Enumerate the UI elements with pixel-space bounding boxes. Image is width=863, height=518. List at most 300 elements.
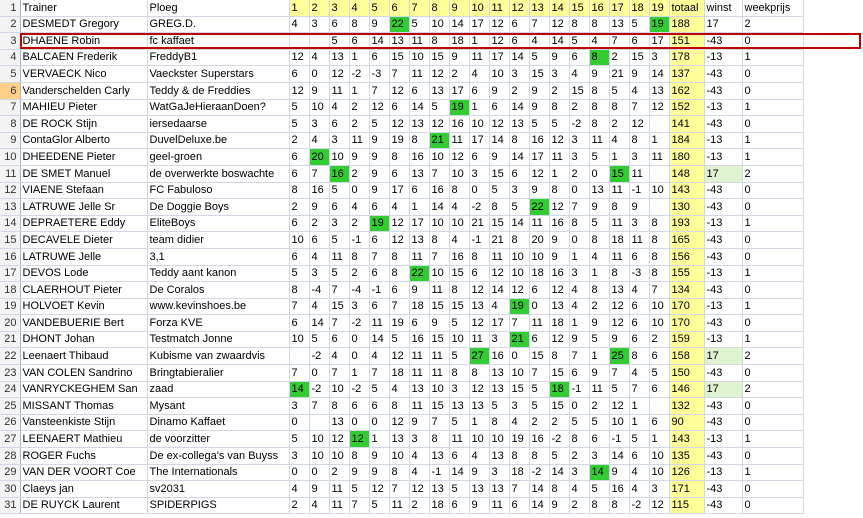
score-cell[interactable]: 12: [329, 431, 349, 448]
score-cell[interactable]: 8: [529, 448, 549, 465]
score-cell[interactable]: 5: [569, 33, 589, 50]
score-cell[interactable]: 12: [609, 298, 629, 315]
trainer-cell[interactable]: DEVOS Lode: [20, 265, 147, 282]
score-cell[interactable]: 4: [289, 481, 309, 498]
score-cell[interactable]: 15: [429, 331, 449, 348]
ploeg-cell[interactable]: De Coralos: [147, 282, 289, 299]
score-cell[interactable]: 5: [589, 215, 609, 232]
score-cell[interactable]: 6: [629, 331, 649, 348]
score-cell[interactable]: 12: [609, 315, 629, 332]
score-cell[interactable]: 11: [329, 497, 349, 514]
trainer-cell[interactable]: Vansteenkiste Stijn: [20, 414, 147, 431]
score-cell[interactable]: 6: [369, 265, 389, 282]
score-cell[interactable]: 1: [469, 99, 489, 116]
score-cell[interactable]: 8: [489, 199, 509, 216]
score-cell[interactable]: 9: [489, 82, 509, 99]
score-cell[interactable]: 12: [489, 33, 509, 50]
score-cell[interactable]: 13: [589, 182, 609, 199]
score-cell[interactable]: 15: [509, 381, 529, 398]
score-cell[interactable]: 13: [409, 232, 429, 249]
score-cell[interactable]: 5: [329, 33, 349, 50]
score-cell[interactable]: 8: [569, 215, 589, 232]
score-cell[interactable]: 0: [309, 464, 329, 481]
score-cell[interactable]: 7: [569, 348, 589, 365]
score-cell[interactable]: 17: [649, 33, 669, 50]
header-round[interactable]: 15: [569, 0, 589, 16]
score-cell[interactable]: 18: [509, 464, 529, 481]
header-round[interactable]: 9: [449, 0, 469, 16]
score-cell[interactable]: 10: [489, 66, 509, 83]
score-cell[interactable]: 5: [449, 315, 469, 332]
score-cell[interactable]: 18: [409, 298, 429, 315]
score-cell[interactable]: 9: [529, 182, 549, 199]
score-cell[interactable]: -2: [469, 199, 489, 216]
score-cell[interactable]: 5: [549, 448, 569, 465]
score-cell[interactable]: 2: [609, 116, 629, 133]
score-cell[interactable]: 14: [289, 381, 309, 398]
score-cell[interactable]: 8: [649, 248, 669, 265]
winst-cell[interactable]: -43: [704, 414, 742, 431]
totaal-cell[interactable]: 156: [669, 248, 704, 265]
ploeg-cell[interactable]: De ex-collega's van Buyss: [147, 448, 289, 465]
row-header[interactable]: 23: [0, 365, 20, 382]
score-cell[interactable]: 5: [289, 431, 309, 448]
winst-cell[interactable]: -13: [704, 99, 742, 116]
weekprijs-cell[interactable]: 1: [742, 215, 803, 232]
score-cell[interactable]: 8: [449, 282, 469, 299]
ploeg-cell[interactable]: DuvelDeluxe.be: [147, 132, 289, 149]
score-cell[interactable]: 11: [329, 481, 349, 498]
score-cell[interactable]: 4: [569, 282, 589, 299]
score-cell[interactable]: 4: [569, 66, 589, 83]
score-cell[interactable]: 21: [469, 215, 489, 232]
score-cell[interactable]: 5: [289, 99, 309, 116]
score-cell[interactable]: 7: [629, 381, 649, 398]
score-cell[interactable]: 8: [429, 232, 449, 249]
trainer-cell[interactable]: DESMEDT Gregory: [20, 16, 147, 33]
score-cell[interactable]: 2: [309, 215, 329, 232]
score-cell[interactable]: 3: [489, 331, 509, 348]
score-cell[interactable]: 18: [449, 33, 469, 50]
score-cell[interactable]: 12: [549, 331, 569, 348]
winst-cell[interactable]: -13: [704, 132, 742, 149]
header-round[interactable]: 17: [609, 0, 629, 16]
score-cell[interactable]: -1: [429, 464, 449, 481]
score-cell[interactable]: 2: [609, 49, 629, 66]
score-cell[interactable]: 13: [449, 398, 469, 415]
row-header[interactable]: 21: [0, 331, 20, 348]
score-cell[interactable]: 10: [309, 99, 329, 116]
score-cell[interactable]: 7: [369, 365, 389, 382]
score-cell[interactable]: 8: [349, 16, 369, 33]
score-cell[interactable]: 9: [569, 331, 589, 348]
score-cell[interactable]: 14: [529, 481, 549, 498]
score-cell[interactable]: 4: [409, 464, 429, 481]
score-cell[interactable]: 7: [289, 298, 309, 315]
score-cell[interactable]: 5: [349, 481, 369, 498]
score-cell[interactable]: 1: [589, 348, 609, 365]
trainer-cell[interactable]: Vanderschelden Carly: [20, 82, 147, 99]
score-cell[interactable]: 5: [429, 99, 449, 116]
score-cell[interactable]: 6: [469, 82, 489, 99]
score-cell[interactable]: 6: [629, 315, 649, 332]
header-round[interactable]: 19: [649, 0, 669, 16]
score-cell[interactable]: 15: [449, 298, 469, 315]
score-cell[interactable]: 3: [629, 215, 649, 232]
score-cell[interactable]: 8: [629, 132, 649, 149]
score-cell[interactable]: 8: [589, 99, 609, 116]
score-cell[interactable]: -2: [349, 315, 369, 332]
weekprijs-cell[interactable]: 2: [742, 348, 803, 365]
score-cell[interactable]: 10: [449, 331, 469, 348]
winst-cell[interactable]: -43: [704, 182, 742, 199]
score-cell[interactable]: 11: [529, 215, 549, 232]
score-cell[interactable]: 15: [629, 49, 649, 66]
ploeg-cell[interactable]: iersedaarse: [147, 116, 289, 133]
score-cell[interactable]: 14: [649, 66, 669, 83]
score-cell[interactable]: 10: [529, 248, 549, 265]
score-cell[interactable]: 14: [489, 282, 509, 299]
score-cell[interactable]: 7: [309, 165, 329, 182]
score-cell[interactable]: 0: [569, 232, 589, 249]
score-cell[interactable]: 5: [449, 414, 469, 431]
score-cell[interactable]: 8: [589, 232, 609, 249]
score-cell[interactable]: 7: [609, 365, 629, 382]
score-cell[interactable]: 11: [349, 132, 369, 149]
totaal-cell[interactable]: 162: [669, 82, 704, 99]
winst-cell[interactable]: -43: [704, 82, 742, 99]
score-cell[interactable]: 3: [309, 116, 329, 133]
score-cell[interactable]: 10: [609, 414, 629, 431]
score-cell[interactable]: 1: [649, 132, 669, 149]
score-cell[interactable]: 3: [509, 66, 529, 83]
score-cell[interactable]: 27: [469, 348, 489, 365]
totaal-cell[interactable]: 165: [669, 232, 704, 249]
score-cell[interactable]: 6: [449, 448, 469, 465]
score-cell[interactable]: 3: [309, 16, 329, 33]
ploeg-cell[interactable]: SPIDERPIGS: [147, 497, 289, 514]
score-cell[interactable]: 11: [489, 497, 509, 514]
score-cell[interactable]: 18: [429, 497, 449, 514]
winst-cell[interactable]: -43: [704, 497, 742, 514]
score-cell[interactable]: 6: [389, 99, 409, 116]
score-cell[interactable]: 8: [389, 265, 409, 282]
score-cell[interactable]: 3: [449, 381, 469, 398]
header-round[interactable]: 16: [589, 0, 609, 16]
score-cell[interactable]: 2: [349, 116, 369, 133]
score-cell[interactable]: 12: [369, 99, 389, 116]
row-header[interactable]: 11: [0, 165, 20, 182]
score-cell[interactable]: 9: [549, 232, 569, 249]
score-cell[interactable]: 12: [549, 16, 569, 33]
score-cell[interactable]: 8: [549, 182, 569, 199]
score-cell[interactable]: 16: [529, 132, 549, 149]
score-cell[interactable]: 9: [529, 99, 549, 116]
score-cell[interactable]: 5: [289, 265, 309, 282]
score-cell[interactable]: 21: [609, 66, 629, 83]
score-cell[interactable]: 6: [349, 398, 369, 415]
score-cell[interactable]: 3: [489, 464, 509, 481]
score-cell[interactable]: 13: [609, 282, 629, 299]
score-cell[interactable]: 6: [569, 49, 589, 66]
score-cell[interactable]: 15: [529, 66, 549, 83]
score-cell[interactable]: 15: [429, 298, 449, 315]
score-cell[interactable]: 1: [569, 315, 589, 332]
score-cell[interactable]: 11: [429, 282, 449, 299]
score-cell[interactable]: 5: [589, 414, 609, 431]
winst-cell[interactable]: -43: [704, 116, 742, 133]
score-cell[interactable]: 8: [449, 365, 469, 382]
score-cell[interactable]: 10: [429, 265, 449, 282]
score-cell[interactable]: 9: [369, 16, 389, 33]
score-cell[interactable]: 4: [349, 199, 369, 216]
score-cell[interactable]: 11: [609, 248, 629, 265]
score-cell[interactable]: 1: [469, 33, 489, 50]
score-cell[interactable]: 6: [289, 149, 309, 166]
weekprijs-cell[interactable]: 0: [742, 82, 803, 99]
score-cell[interactable]: 7: [429, 165, 449, 182]
score-cell[interactable]: 2: [349, 99, 369, 116]
score-cell[interactable]: 4: [289, 16, 309, 33]
score-cell[interactable]: 4: [529, 33, 549, 50]
score-cell[interactable]: 9: [429, 315, 449, 332]
score-cell[interactable]: 19: [649, 16, 669, 33]
score-cell[interactable]: 4: [629, 82, 649, 99]
totaal-cell[interactable]: 171: [669, 481, 704, 498]
ploeg-cell[interactable]: Kubisme van zwaardvis: [147, 348, 289, 365]
header-round[interactable]: 4: [349, 0, 369, 16]
header-round[interactable]: 7: [409, 0, 429, 16]
score-cell[interactable]: 11: [409, 365, 429, 382]
totaal-cell[interactable]: 126: [669, 464, 704, 481]
row-header[interactable]: 17: [0, 265, 20, 282]
score-cell[interactable]: 6: [329, 116, 349, 133]
score-cell[interactable]: 7: [509, 315, 529, 332]
score-cell[interactable]: 13: [469, 398, 489, 415]
score-cell[interactable]: 6: [409, 182, 429, 199]
score-cell[interactable]: 3: [569, 464, 589, 481]
score-cell[interactable]: 14: [509, 149, 529, 166]
score-cell[interactable]: 16: [549, 215, 569, 232]
winst-cell[interactable]: -13: [704, 331, 742, 348]
score-cell[interactable]: 7: [529, 16, 549, 33]
ploeg-cell[interactable]: De Doggie Boys: [147, 199, 289, 216]
ploeg-cell[interactable]: Dinamo Kaffaet: [147, 414, 289, 431]
score-cell[interactable]: 6: [329, 331, 349, 348]
score-cell[interactable]: 11: [469, 49, 489, 66]
score-cell[interactable]: 10: [469, 431, 489, 448]
score-cell[interactable]: 14: [369, 331, 389, 348]
trainer-cell[interactable]: VAN COLEN Sandrino: [20, 365, 147, 382]
score-cell[interactable]: 16: [609, 481, 629, 498]
score-cell[interactable]: 4: [629, 481, 649, 498]
score-cell[interactable]: 14: [309, 315, 329, 332]
score-cell[interactable]: 2: [589, 398, 609, 415]
score-cell[interactable]: 4: [589, 33, 609, 50]
score-cell[interactable]: 9: [449, 49, 469, 66]
row-header[interactable]: 18: [0, 282, 20, 299]
score-cell[interactable]: 9: [589, 315, 609, 332]
score-cell[interactable]: [649, 165, 669, 182]
trainer-cell[interactable]: VANDEBUERIE Bert: [20, 315, 147, 332]
score-cell[interactable]: 6: [649, 414, 669, 431]
row-header[interactable]: 22: [0, 348, 20, 365]
score-cell[interactable]: 3: [409, 431, 429, 448]
score-cell[interactable]: 1: [649, 431, 669, 448]
score-cell[interactable]: 9: [629, 66, 649, 83]
score-cell[interactable]: 6: [529, 282, 549, 299]
score-cell[interactable]: 11: [409, 248, 429, 265]
score-cell[interactable]: 5: [529, 381, 549, 398]
score-cell[interactable]: 10: [409, 49, 429, 66]
score-cell[interactable]: 0: [349, 182, 369, 199]
totaal-cell[interactable]: 148: [669, 165, 704, 182]
score-cell[interactable]: 12: [649, 497, 669, 514]
score-cell[interactable]: 16: [329, 165, 349, 182]
score-cell[interactable]: 9: [309, 199, 329, 216]
score-cell[interactable]: 5: [629, 16, 649, 33]
score-cell[interactable]: 12: [449, 149, 469, 166]
score-cell[interactable]: 6: [569, 365, 589, 382]
score-cell[interactable]: 6: [509, 497, 529, 514]
score-cell[interactable]: [649, 199, 669, 216]
score-cell[interactable]: 12: [609, 398, 629, 415]
weekprijs-cell[interactable]: 2: [742, 16, 803, 33]
score-cell[interactable]: 0: [569, 398, 589, 415]
score-cell[interactable]: 16: [429, 182, 449, 199]
score-cell[interactable]: 12: [429, 116, 449, 133]
header-round[interactable]: 1: [289, 0, 309, 16]
header-round[interactable]: 13: [529, 0, 549, 16]
score-cell[interactable]: 10: [469, 116, 489, 133]
score-cell[interactable]: 7: [389, 481, 409, 498]
score-cell[interactable]: 8: [349, 448, 369, 465]
score-cell[interactable]: 9: [349, 464, 369, 481]
score-cell[interactable]: 6: [289, 248, 309, 265]
trainer-cell[interactable]: LATRUWE Jelle: [20, 248, 147, 265]
score-cell[interactable]: 12: [289, 49, 309, 66]
score-cell[interactable]: 1: [589, 265, 609, 282]
score-cell[interactable]: 2: [569, 448, 589, 465]
score-cell[interactable]: 8: [629, 348, 649, 365]
score-cell[interactable]: 14: [549, 464, 569, 481]
score-cell[interactable]: 4: [309, 49, 329, 66]
header-round[interactable]: 8: [429, 0, 449, 16]
score-cell[interactable]: 12: [329, 66, 349, 83]
score-cell[interactable]: 6: [629, 448, 649, 465]
score-cell[interactable]: 0: [589, 165, 609, 182]
score-cell[interactable]: 10: [289, 232, 309, 249]
ploeg-cell[interactable]: FreddyB1: [147, 49, 289, 66]
score-cell[interactable]: 4: [589, 248, 609, 265]
weekprijs-cell[interactable]: 0: [742, 199, 803, 216]
score-cell[interactable]: 8: [569, 431, 589, 448]
score-cell[interactable]: 10: [649, 298, 669, 315]
row-header[interactable]: 15: [0, 232, 20, 249]
trainer-cell[interactable]: DECAVELE Dieter: [20, 232, 147, 249]
winst-cell[interactable]: -43: [704, 315, 742, 332]
score-cell[interactable]: 9: [369, 448, 389, 465]
score-cell[interactable]: 6: [349, 33, 369, 50]
score-cell[interactable]: 7: [289, 365, 309, 382]
totaal-cell[interactable]: 193: [669, 215, 704, 232]
score-cell[interactable]: 1: [349, 49, 369, 66]
score-cell[interactable]: 5: [609, 381, 629, 398]
score-cell[interactable]: 12: [389, 348, 409, 365]
score-cell[interactable]: 9: [349, 149, 369, 166]
score-cell[interactable]: 22: [529, 199, 549, 216]
score-cell[interactable]: 6: [489, 99, 509, 116]
trainer-cell[interactable]: VAN DER VOORT Coe: [20, 464, 147, 481]
score-cell[interactable]: 5: [529, 116, 549, 133]
trainer-cell[interactable]: LATRUWE Jelle Sr: [20, 199, 147, 216]
score-cell[interactable]: 6: [289, 215, 309, 232]
score-cell[interactable]: 21: [489, 232, 509, 249]
ploeg-cell[interactable]: GREG.D.: [147, 16, 289, 33]
score-cell[interactable]: 0: [349, 331, 369, 348]
score-cell[interactable]: 3: [289, 398, 309, 415]
score-cell[interactable]: 7: [569, 199, 589, 216]
score-cell[interactable]: 6: [369, 199, 389, 216]
score-cell[interactable]: 8: [429, 33, 449, 50]
score-cell[interactable]: 9: [369, 132, 389, 149]
score-cell[interactable]: 13: [509, 116, 529, 133]
score-cell[interactable]: 9: [609, 464, 629, 481]
score-cell[interactable]: 13: [549, 298, 569, 315]
score-cell[interactable]: 14: [509, 99, 529, 116]
score-cell[interactable]: 8: [609, 199, 629, 216]
ploeg-cell[interactable]: de voorzitter: [147, 431, 289, 448]
ploeg-cell[interactable]: team didier: [147, 232, 289, 249]
score-cell[interactable]: 4: [369, 348, 389, 365]
score-cell[interactable]: 8: [389, 248, 409, 265]
score-cell[interactable]: 16: [489, 348, 509, 365]
score-cell[interactable]: 0: [469, 182, 489, 199]
score-cell[interactable]: -2: [529, 464, 549, 481]
score-cell[interactable]: 12: [349, 431, 369, 448]
score-cell[interactable]: 8: [589, 282, 609, 299]
score-cell[interactable]: 8: [609, 497, 629, 514]
score-cell[interactable]: 5: [369, 497, 389, 514]
score-cell[interactable]: 8: [589, 49, 609, 66]
score-cell[interactable]: 2: [549, 82, 569, 99]
score-cell[interactable]: 0: [569, 182, 589, 199]
score-cell[interactable]: 14: [589, 464, 609, 481]
score-cell[interactable]: 4: [389, 381, 409, 398]
score-cell[interactable]: 10: [429, 16, 449, 33]
score-cell[interactable]: 15: [529, 348, 549, 365]
weekprijs-cell[interactable]: 0: [742, 182, 803, 199]
totaal-cell[interactable]: 143: [669, 182, 704, 199]
score-cell[interactable]: 6: [409, 315, 429, 332]
weekprijs-cell[interactable]: 0: [742, 481, 803, 498]
score-cell[interactable]: 1: [629, 398, 649, 415]
score-cell[interactable]: 8: [429, 431, 449, 448]
ploeg-cell[interactable]: sv2031: [147, 481, 289, 498]
score-cell[interactable]: 10: [449, 165, 469, 182]
winst-cell[interactable]: 17: [704, 381, 742, 398]
score-cell[interactable]: 4: [449, 199, 469, 216]
score-cell[interactable]: 17: [469, 16, 489, 33]
score-cell[interactable]: 7: [609, 33, 629, 50]
score-cell[interactable]: 15: [549, 398, 569, 415]
ploeg-cell[interactable]: EliteBoys: [147, 215, 289, 232]
weekprijs-cell[interactable]: 1: [742, 331, 803, 348]
weekprijs-cell[interactable]: 1: [742, 99, 803, 116]
ploeg-cell[interactable]: FC Fabuloso: [147, 182, 289, 199]
header-round[interactable]: 11: [489, 0, 509, 16]
score-cell[interactable]: 11: [329, 248, 349, 265]
